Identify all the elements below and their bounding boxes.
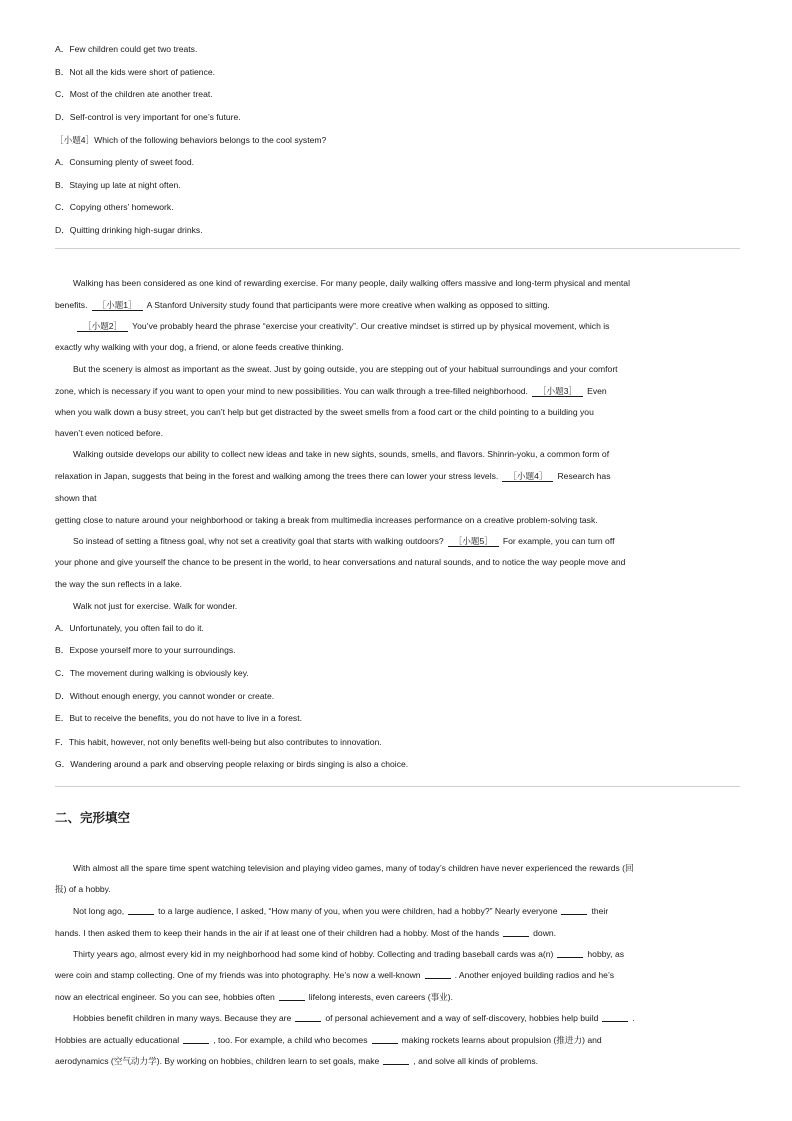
answer-blank[interactable]: ［小题1］	[92, 300, 143, 311]
passage-text: A Stanford University study found that participants were more creative when walking as opposed to sitting.	[146, 300, 550, 310]
passage-text: You’ve probably heard the phrase “exercise your creativity”. Our creative mindset is stirred up by physical movement, which is	[132, 321, 610, 331]
passage-line: But the scenery is almost as important as the sweat. Just by going outside, you are stepping out of your habitual surroundings and your comfort	[73, 364, 618, 374]
cloze-blank[interactable]	[557, 948, 583, 958]
answer-blank[interactable]: ［小题4］	[502, 471, 553, 482]
q3-option-c: C．Most of the children ate another treat.	[55, 89, 213, 99]
q3-option-d: D．Self-control is very important for one’s future.	[55, 112, 241, 122]
cloze-line	[55, 991, 453, 1003]
cloze-line	[55, 969, 614, 981]
cloze-line	[55, 1034, 602, 1046]
cloze-text: , too. For example, a child who becomes	[213, 1035, 368, 1045]
cloze-blank[interactable]	[279, 991, 305, 1001]
cloze-text: were coin and stamp collecting. One of my friends was into photography. He’s now a well-known	[55, 970, 421, 980]
passage-line: your phone and give yourself the chance to be present in the world, to hear conversations and natural sounds, and to notice the way people move and	[55, 557, 626, 567]
cloze-blank[interactable]	[602, 1012, 628, 1022]
section-heading: 二、完形填空	[55, 811, 131, 825]
cloze-line: 报) of a hobby.	[55, 884, 111, 894]
passage-text: Even	[587, 386, 607, 396]
cloze-text: . Another enjoyed building radios and he’s	[454, 970, 614, 980]
answer-blank[interactable]: ［小题3］	[532, 386, 583, 397]
cloze-text: Not long ago,	[73, 906, 125, 916]
passage-line: getting close to nature around your neighborhood or taking a break from multimedia increases performance on a creative problem-solving task.	[55, 515, 598, 525]
cloze-line	[73, 1012, 635, 1024]
answer-blank[interactable]: ［小题2］	[77, 321, 128, 332]
passage-text: relaxation in Japan, suggests that being in the forest and walking among the trees there can lower your stress levels.	[55, 471, 499, 481]
passage-line	[73, 320, 609, 332]
q4-option-b: B．Staying up late at night often.	[55, 180, 181, 190]
passage-line: Walking outside develops our ability to collect new ideas and take in new sights, sounds, smells, and flavors. Shinrin-yoku, a common form of	[73, 449, 610, 459]
passage-text: Research has	[557, 471, 611, 481]
cloze-text: , and solve all kinds of problems.	[413, 1056, 539, 1066]
seven-option-e: E．But to receive the benefits, you do not have to live in a forest.	[55, 713, 302, 723]
q4-stem: ［小题4］Which of the following behaviors belongs to the cool system?	[55, 135, 327, 145]
q4-option-c: C．Copying others’ homework.	[55, 202, 174, 212]
divider	[55, 786, 740, 787]
passage-line	[55, 299, 550, 311]
passage-line	[73, 535, 614, 547]
passage-text: zone, which is necessary if you want to open your mind to new possibilities. You can walk through a tree-filled neighborhood.	[55, 386, 528, 396]
cloze-line	[73, 948, 624, 960]
passage-line: the way the sun reflects in a lake.	[55, 579, 183, 589]
cloze-text: .	[632, 1013, 635, 1023]
cloze-text: to a large audience, I asked, “How many of you, when you were children, had a hobby?” Nearly everyone	[158, 906, 558, 916]
q4-option-d: D．Quitting drinking high-sugar drinks.	[55, 225, 203, 235]
cloze-blank[interactable]	[425, 969, 451, 979]
seven-option-g: G．Wandering around a park and observing people relaxing or birds singing is also a choice.	[55, 759, 409, 769]
q3-option-b: B．Not all the kids were short of patience.	[55, 67, 216, 77]
cloze-blank[interactable]	[372, 1034, 398, 1044]
cloze-text: their	[591, 906, 609, 916]
q3-option-a: A．Few children could get two treats.	[55, 44, 198, 54]
seven-option-d: D．Without enough energy, you cannot wonder or create.	[55, 691, 275, 701]
cloze-line	[73, 905, 608, 917]
cloze-blank[interactable]	[128, 905, 154, 915]
cloze-text: hobby, as	[587, 949, 625, 959]
cloze-blank[interactable]	[503, 927, 529, 937]
cloze-line: With almost all the spare time spent watching television and playing video games, many of today’s children have never experienced the rewards (回	[73, 863, 634, 873]
passage-line: when you walk down a busy street, you can’t help but get distracted by the sweet smells from a food cart or the child pointing to a building you	[55, 407, 594, 417]
cloze-blank[interactable]	[183, 1034, 209, 1044]
cloze-line	[55, 1055, 538, 1067]
divider	[55, 248, 740, 249]
cloze-text: hands. I then asked them to keep their hands in the air if at least one of their children had a hobby. Most of the hands	[55, 928, 500, 938]
passage-line: Walking has been considered as one kind of rewarding exercise. For many people, daily walking offers massive and long-term physical and mental	[73, 278, 630, 288]
passage-text: For example, you can turn off	[502, 536, 615, 546]
cloze-text: making rockets learns about propulsion (推进力) and	[401, 1035, 602, 1045]
passage-line: Walk not just for exercise. Walk for wonder.	[73, 601, 238, 611]
cloze-text: Hobbies are actually educational	[55, 1035, 180, 1045]
passage-text: benefits.	[55, 300, 88, 310]
seven-option-c: C．The movement during walking is obviously key.	[55, 668, 249, 678]
cloze-text: Hobbies benefit children in many ways. Because they are	[73, 1013, 292, 1023]
cloze-text: now an electrical engineer. So you can see, hobbies often	[55, 992, 275, 1002]
seven-option-f: F．This habit, however, not only benefits well-being but also contributes to innovation.	[55, 737, 382, 747]
answer-blank[interactable]: ［小题5］	[448, 536, 499, 547]
cloze-text: down.	[533, 928, 557, 938]
cloze-blank[interactable]	[295, 1012, 321, 1022]
cloze-line	[55, 927, 556, 939]
cloze-text: Thirty years ago, almost every kid in my neighborhood had some kind of hobby. Collecting and trading baseball cards was a(n)	[73, 949, 554, 959]
passage-text: So instead of setting a fitness goal, why not set a creativity goal that starts with walking outdoors?	[73, 536, 444, 546]
cloze-blank[interactable]	[561, 905, 587, 915]
passage-line: haven’t even noticed before.	[55, 428, 163, 438]
passage-line: exactly why walking with your dog, a friend, or alone feeds creative thinking.	[55, 342, 344, 352]
passage-line: shown that	[55, 493, 97, 503]
q4-option-a: A．Consuming plenty of sweet food.	[55, 157, 195, 167]
passage-line	[55, 385, 607, 397]
seven-option-a: A．Unfortunately, you often fail to do it.	[55, 623, 204, 633]
cloze-blank[interactable]	[383, 1055, 409, 1065]
cloze-text: aerodynamics (空气动力学). By working on hobbies, children learn to set goals, make	[55, 1056, 380, 1066]
seven-option-b: B．Expose yourself more to your surroundings.	[55, 645, 236, 655]
passage-line	[55, 470, 611, 482]
cloze-text: lifelong interests, even careers (事业).	[308, 992, 454, 1002]
cloze-text: of personal achievement and a way of self-discovery, hobbies help build	[325, 1013, 599, 1023]
